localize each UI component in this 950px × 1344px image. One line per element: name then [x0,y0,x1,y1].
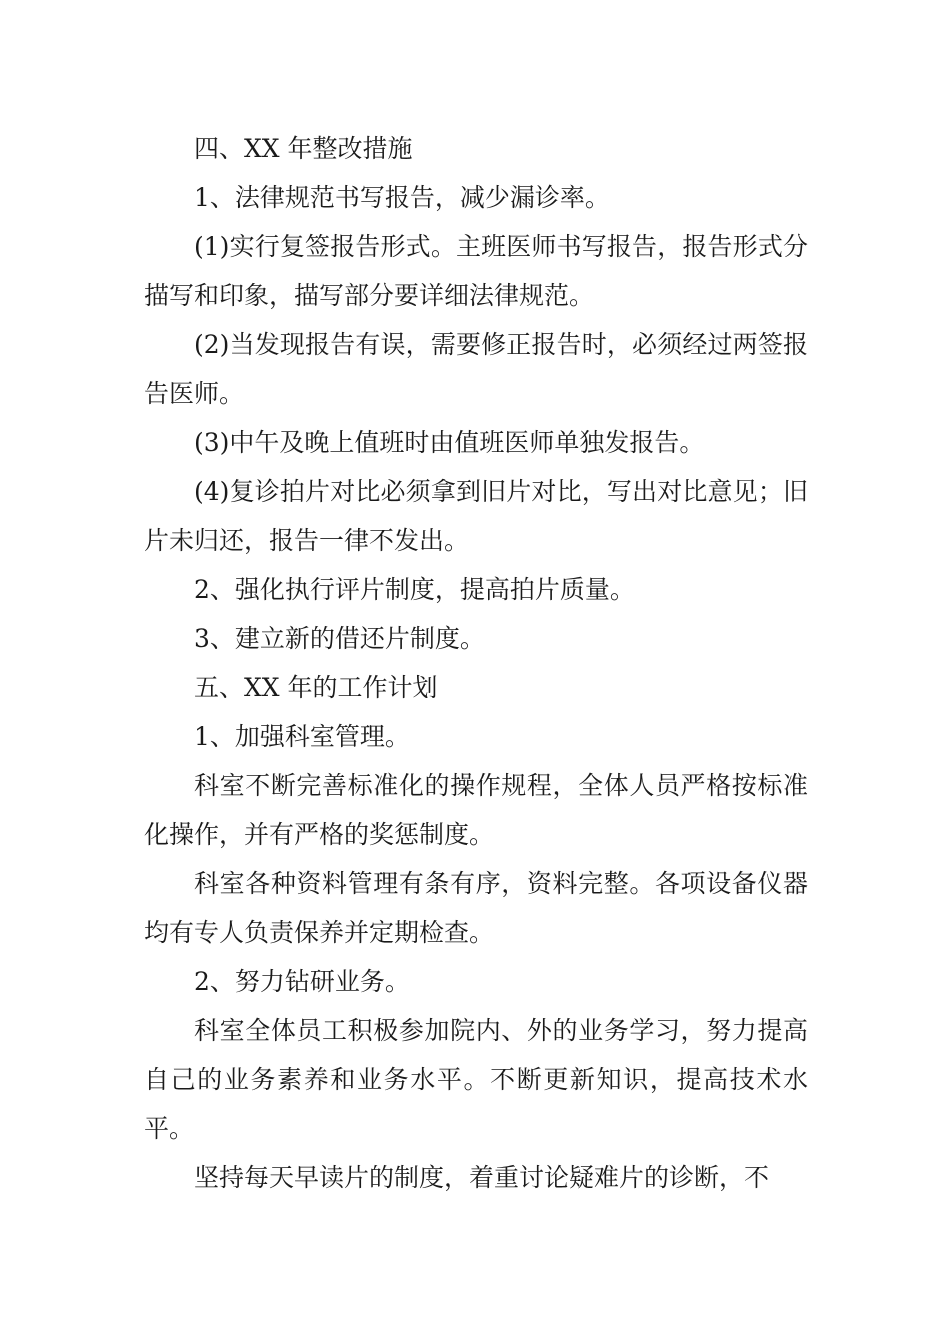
paragraph: 3、建立新的借还片制度。 [194,624,485,653]
paragraph: (3)中午及晚上值班时由值班医师单独发报告。 [194,428,705,457]
document-body [144,124,808,1202]
paragraph: 科室不断完善标准化的操作规程，全体人员严格按标准化操作，并有严格的奖惩制度。 [144,771,808,849]
paragraph: 2、强化执行评片制度，提高拍片质量。 [194,575,635,604]
paragraph: 1、法律规范书写报告，减少漏诊率。 [194,183,610,212]
paragraph: 科室全体员工积极参加院内、外的业务学习，努力提高自己的业务素养和业务水平。不断更新知识，提高技术水平。 [144,1016,808,1143]
section-heading-work-plan: 五、XX 年的工作计划 [194,673,438,702]
paragraph: 科室各种资料管理有条有序，资料完整。各项设备仪器均有专人负责保养并定期检查。 [144,869,808,947]
paragraph: 坚持每天早读片的制度，着重讨论疑难片的诊断，不 [194,1163,770,1192]
paragraph: 1、加强科室管理。 [194,722,410,751]
section-heading-rectification: 四、XX 年整改措施 [194,134,413,163]
paragraph: (1)实行复签报告形式。主班医师书写报告，报告形式分描写和印象，描写部分要详细法律规范。 [144,232,808,310]
paragraph: (4)复诊拍片对比必须拿到旧片对比，写出对比意见；旧片未归还，报告一律不发出。 [144,477,808,555]
paragraph: 2、努力钻研业务。 [194,967,410,996]
paragraph: (2)当发现报告有误，需要修正报告时，必须经过两签报告医师。 [144,330,808,408]
